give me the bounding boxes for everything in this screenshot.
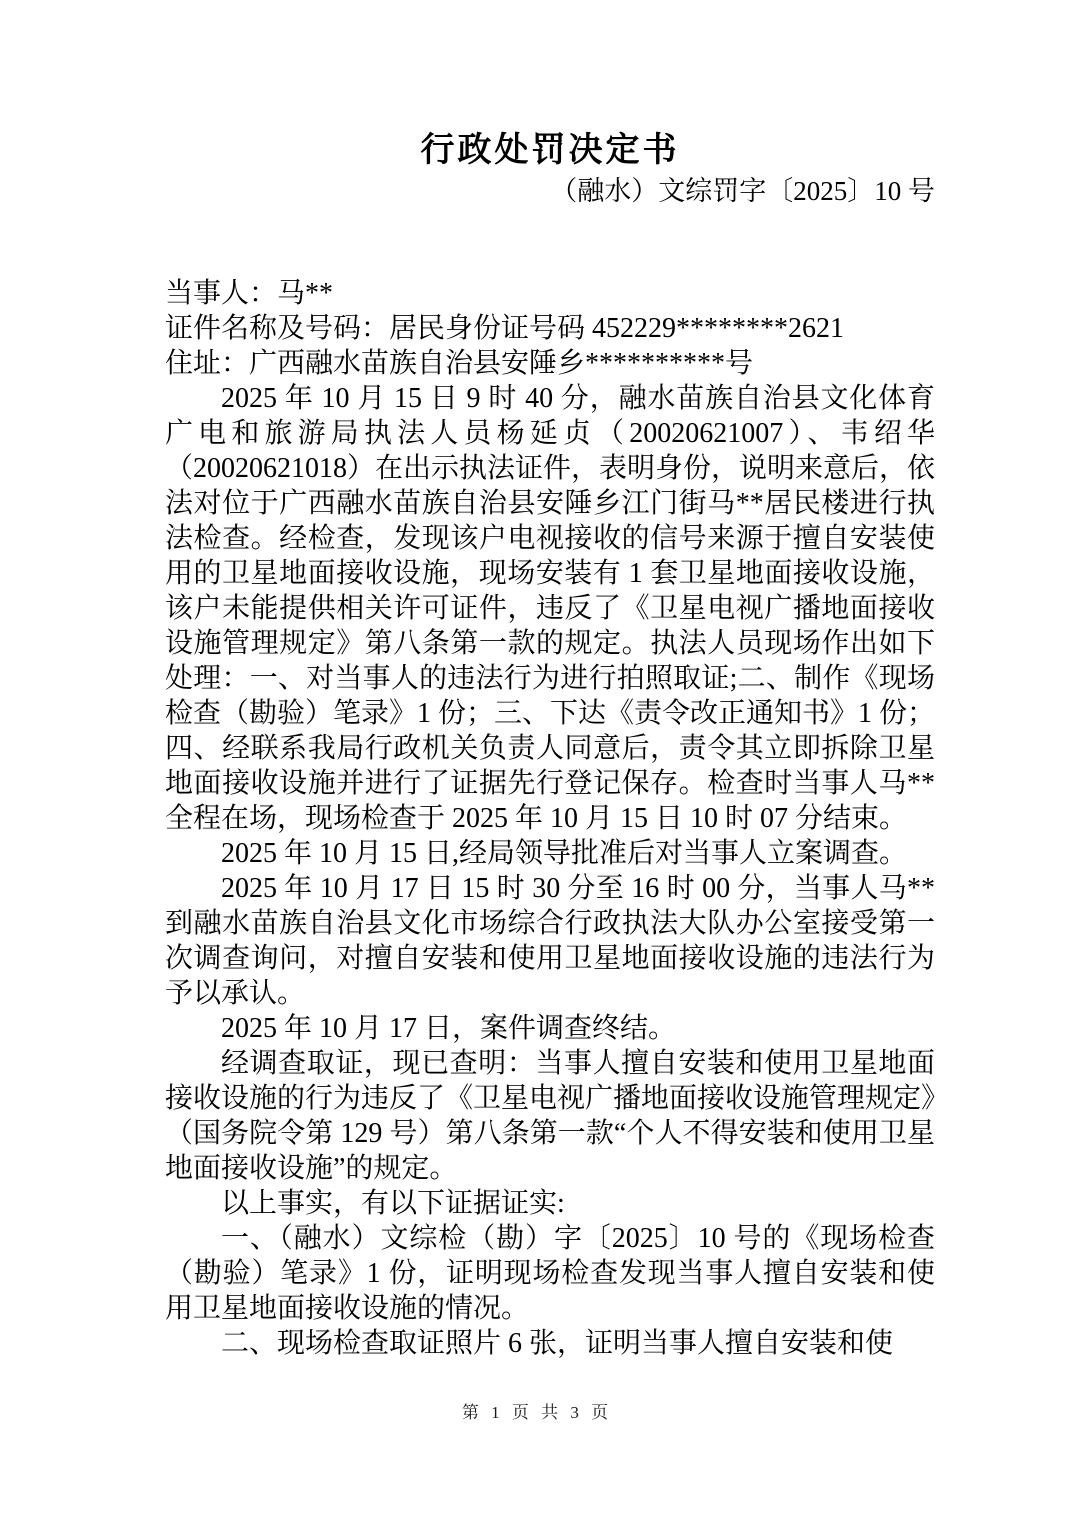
party-info-line: 证件名称及号码：居民身份证号码 452229********2621	[165, 313, 845, 344]
party-info-line: 当事人：马**	[165, 278, 334, 309]
document-paragraphs	[165, 381, 935, 1361]
body-paragraph: 2025 年 10 月 15 日 9 时 40 分，融水苗族自治县文化体育广电和旅游局执法人员杨延贞（20020621007）、韦绍华（20020621018）在出示执法证件，表明身份，说明来意后，依法对位于广西融水苗族自治县安陲乡江门街马**居民楼进行执法检查。经检查，发现该户电视接收的信号来源于擅自安装使用的卫星地面接收设施，现场安装有 1 套卫星地面接收设施，该户未能提供相关许可证件，违反了《卫星电视广播地面接收设施管理规定》第八条第一款的规定。执法人员现场作出如下处理：一、对当事人的违法行为进行拍照取证;二、制作《现场检查（勘验）笔录》1 份；三、下达《责令改正通知书》1 份；四、经联系我局行政机关负责人同意后，责令其立即拆除卫星地面接收设施并进行了证据先行登记保存。检查时当事人马**全程在场，现场检查于 2025 年 10 月 15 日 10 时 07 分结束。	[165, 383, 936, 834]
body-paragraph: 以上事实，有以下证据证实:	[221, 1188, 565, 1219]
document-content	[165, 130, 935, 1361]
party-info-line: 住址：广西融水苗族自治县安陲乡**********号	[165, 348, 754, 379]
document-body	[165, 276, 935, 1361]
body-paragraph: 2025 年 10 月 15 日,经局领导批准后对当事人立案调查。	[221, 838, 908, 869]
document-title: 行政处罚决定书	[420, 132, 680, 169]
body-paragraph: 二、现场检查取证照片 6 张，证明当事人擅自安装和使	[221, 1328, 894, 1359]
document-number: （融水）文综罚字〔2025〕10 号	[550, 176, 935, 206]
body-paragraph: 一、（融水）文综检（勘）字〔2025〕10 号的《现场检查（勘验）笔录》1 份，证明现场检查发现当事人擅自安装和使用卫星地面接收设施的情况。	[165, 1223, 935, 1324]
body-paragraph: 2025 年 10 月 17 日 15 时 30 分至 16 时 00 分，当事人马**到融水苗族自治县文化市场综合行政执法大队办公室接受第一次调查询问，对擅自安装和使用卫星地面接收设施的违法行为予以承认。	[165, 873, 935, 1009]
body-paragraph: 经调查取证，现已查明：当事人擅自安装和使用卫星地面接收设施的行为违反了《卫星电视广播地面接收设施管理规定》（国务院令第 129 号）第八条第一款“个人不得安装和使用卫星地面接收设施”的规定。	[165, 1048, 936, 1184]
body-paragraph: 2025 年 10 月 17 日，案件调查终结。	[221, 1013, 677, 1044]
page-number-footer: 第 1 页 共 3 页	[461, 1403, 613, 1422]
party-info-section	[165, 276, 935, 381]
